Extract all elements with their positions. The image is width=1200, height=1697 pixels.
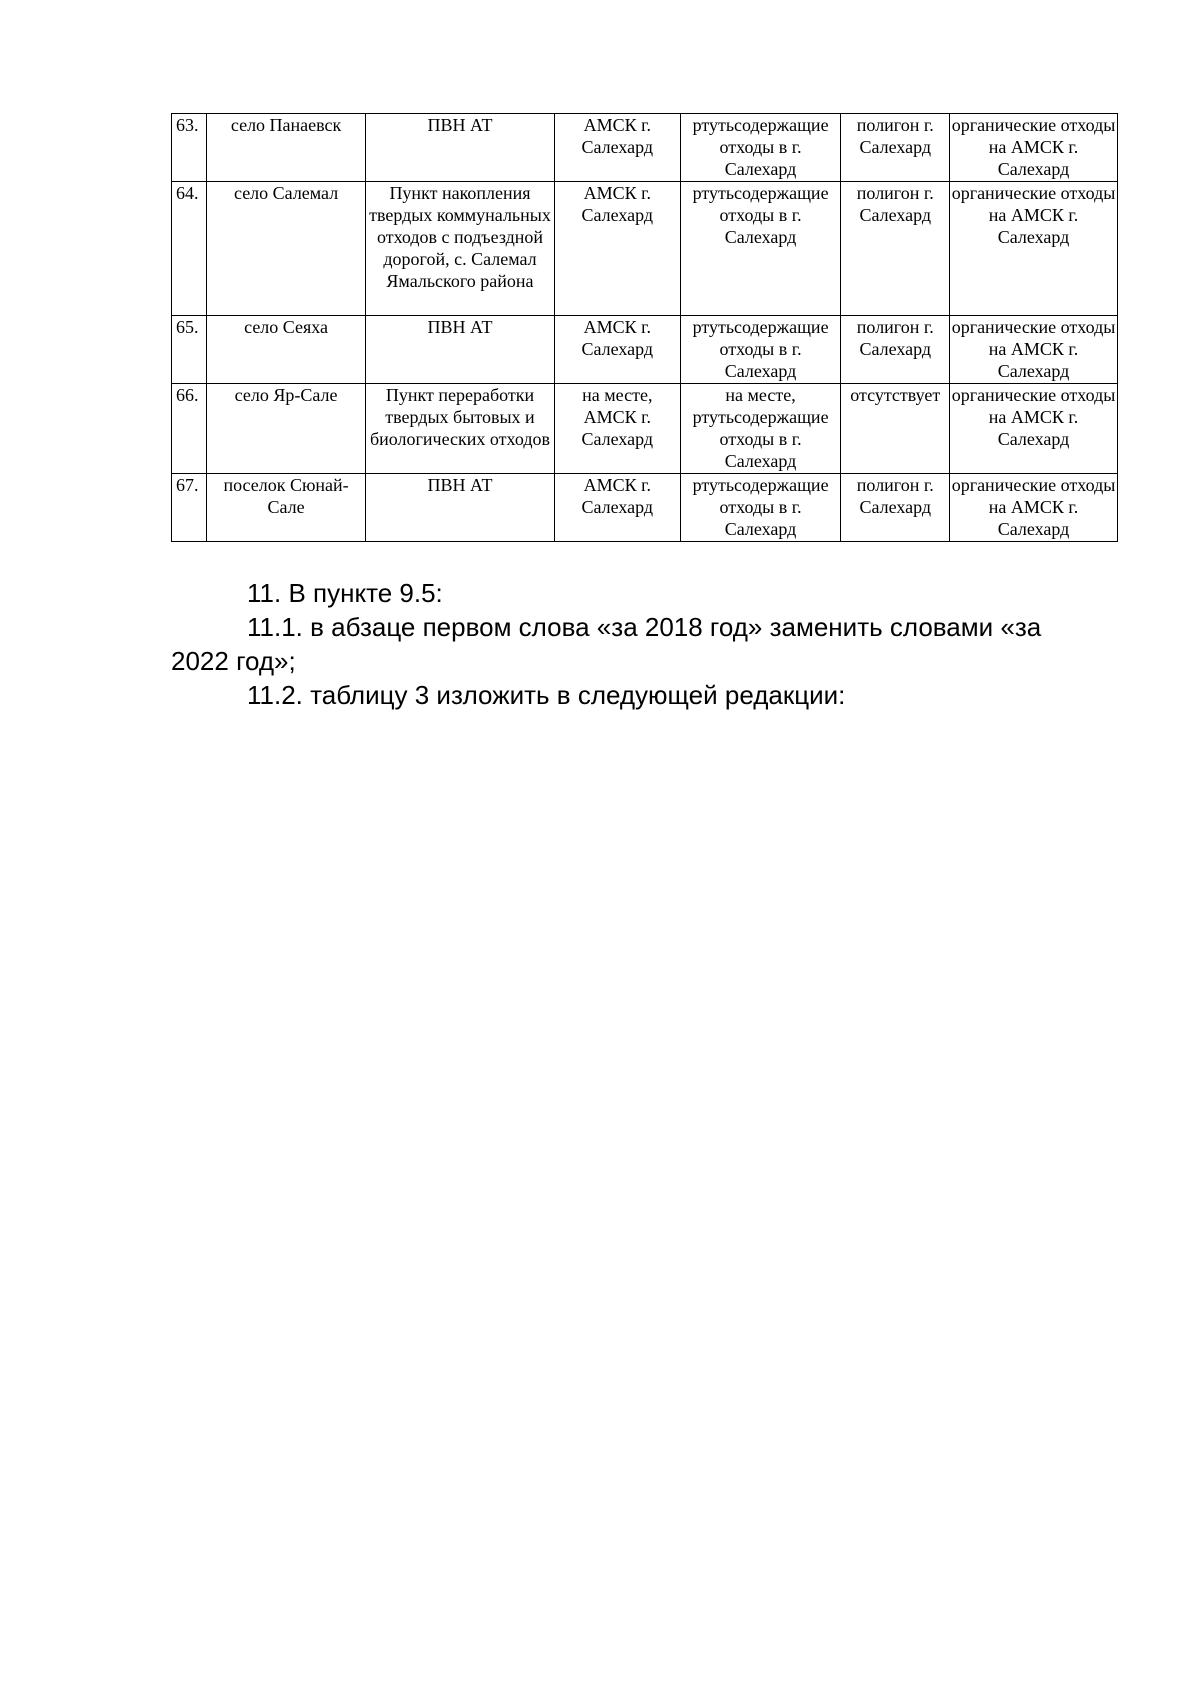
organic-waste-cell: органические отходы на АМСК г. Салехард — [950, 182, 1118, 316]
settlement-cell: село Панаевск — [207, 114, 366, 182]
destination-cell: АМСК г. Салехард — [554, 114, 680, 182]
settlement-cell: село Яр-Сале — [207, 384, 366, 474]
paragraph-item-11: 11. В пункте 9.5: — [247, 578, 443, 608]
landfill-cell: полигон г. Салехард — [841, 182, 950, 316]
row-number: 66. — [172, 384, 207, 474]
row-number: 63. — [172, 114, 207, 182]
table-row — [172, 384, 1118, 474]
landfill-cell: полигон г. Салехард — [841, 114, 950, 182]
mercury-waste-cell: ртутьсодержащие отходы в г. Салехард — [680, 474, 841, 542]
table-row — [172, 474, 1118, 542]
organic-waste-cell: органические отходы на АМСК г. Салехард — [950, 316, 1118, 384]
facility-cell: Пункт переработки твердых бытовых и биологических отходов — [366, 384, 555, 474]
table-row — [172, 316, 1118, 384]
destination-cell: АМСК г. Салехард — [554, 316, 680, 384]
row-number: 67. — [172, 474, 207, 542]
table-row — [172, 182, 1118, 316]
organic-waste-cell: органические отходы на АМСК г. Салехард — [950, 474, 1118, 542]
row-number: 65. — [172, 316, 207, 384]
destination-cell: на месте, АМСК г. Салехард — [554, 384, 680, 474]
settlement-cell: село Салемал — [207, 182, 366, 316]
paragraph-item-11-2: 11.2. таблицу 3 изложить в следующей редакции: — [247, 680, 846, 710]
facility-cell: Пункт накопления твердых коммунальных отходов с подъездной дорогой, с. Салемал Ямальского района — [366, 182, 555, 316]
destination-cell: АМСК г. Салехард — [554, 474, 680, 542]
settlement-cell: село Сеяха — [207, 316, 366, 384]
landfill-cell: полигон г. Салехард — [841, 316, 950, 384]
mercury-waste-cell: ртутьсодержащие отходы в г. Салехард — [680, 114, 841, 182]
row-number: 64. — [172, 182, 207, 316]
facility-cell: ПВН АТ — [366, 474, 555, 542]
settlement-cell: поселок Сюнай-Сале — [207, 474, 366, 542]
waste-table — [171, 113, 1118, 542]
organic-waste-cell: органические отходы на АМСК г. Салехард — [950, 114, 1118, 182]
landfill-cell: полигон г. Салехард — [841, 474, 950, 542]
mercury-waste-cell: ртутьсодержащие отходы в г. Салехард — [680, 316, 841, 384]
landfill-cell: отсутствует — [841, 384, 950, 474]
facility-cell: ПВН АТ — [366, 316, 555, 384]
amendment-text — [171, 576, 1091, 712]
organic-waste-cell: органические отходы на АМСК г. Салехард — [950, 384, 1118, 474]
paragraph-item-11-1: 11.1. в абзаце первом слова «за 2018 год» заменить словами «за 2022 год»; — [171, 612, 1042, 676]
facility-cell: ПВН АТ — [366, 114, 555, 182]
table-row — [172, 114, 1118, 182]
mercury-waste-cell: на месте, ртутьсодержащие отходы в г. Салехард — [680, 384, 841, 474]
mercury-waste-cell: ртутьсодержащие отходы в г. Салехард — [680, 182, 841, 316]
destination-cell: АМСК г. Салехард — [554, 182, 680, 316]
